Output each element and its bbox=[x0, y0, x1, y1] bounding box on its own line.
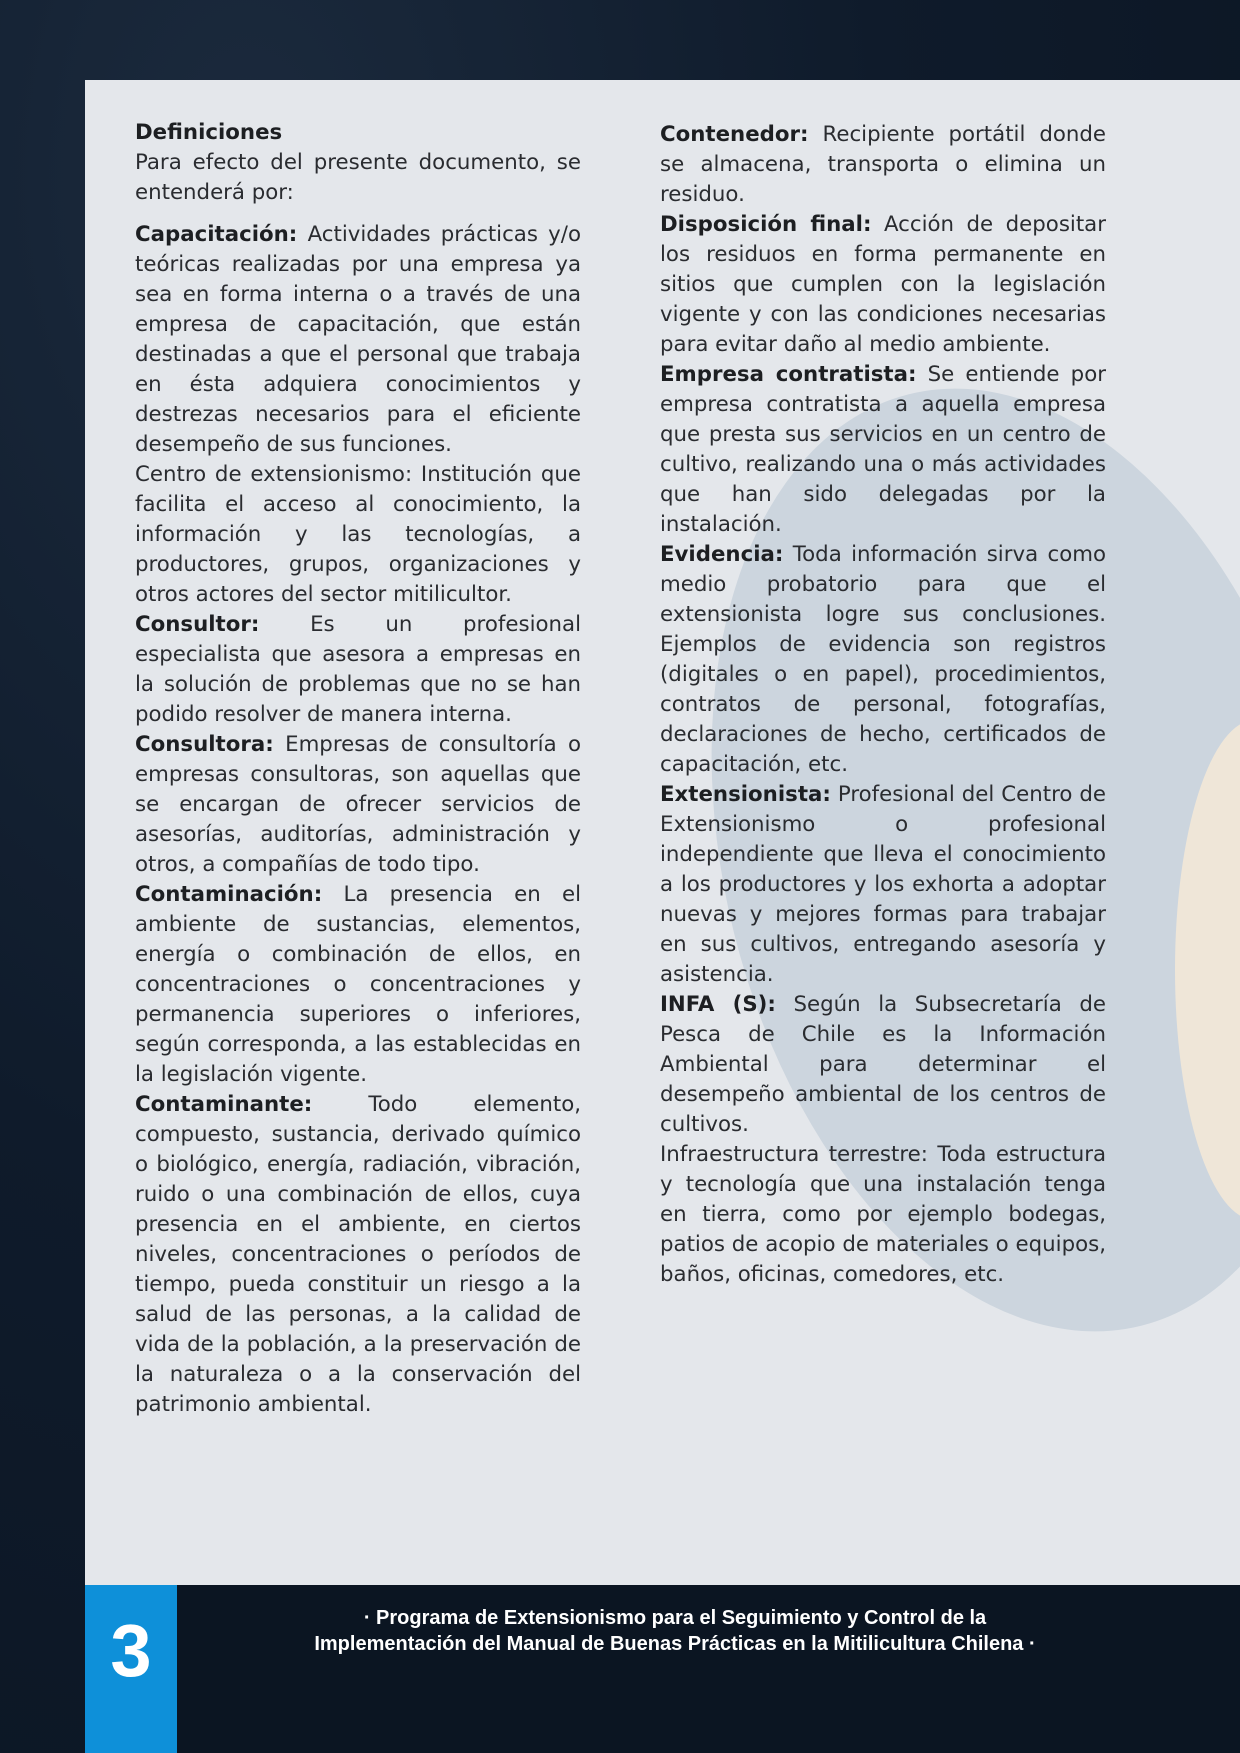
definition-text: Actividades prácticas y/o teóricas realizadas por una empresa ya sea en forma interna o a través de una empresa de capacitación, que están destinadas a que el personal que trabaja en ésta adquiera conocimientos y destrezas necesarios para el eficiente desempeño de sus funciones. bbox=[135, 222, 581, 457]
section-heading: Definiciones bbox=[135, 120, 283, 145]
page-footer bbox=[85, 1585, 1240, 1753]
definition-text: Profesional del Centro de Extensionismo o profesional independiente que lleva el conocimiento a los productores y los exhorta a adoptar nuevas y mejores formas para trabajar en sus cultivos, entregando asesoría y asistencia. bbox=[660, 782, 1106, 987]
definition-entry bbox=[135, 730, 581, 880]
definition-text: Según la Subsecretaría de Pesca de Chile es la Información Ambiental para determinar el desempeño ambiental de los centros de cultivos. bbox=[660, 992, 1106, 1137]
definition-entry bbox=[660, 120, 1106, 210]
definition-term: INFA (S): bbox=[660, 992, 776, 1017]
footer-program-title bbox=[245, 1605, 1105, 1657]
definition-term: Contaminante: bbox=[135, 1092, 313, 1117]
definition-entry bbox=[660, 780, 1106, 990]
left-column bbox=[135, 118, 581, 1420]
page-number: 3 bbox=[85, 1585, 177, 1753]
definition-entry bbox=[660, 210, 1106, 360]
definition-term: Consultora: bbox=[135, 732, 274, 757]
definition-text: Es un profesional especialista que asesora a empresas en la solución de problemas que no se han podido resolver de manera interna. bbox=[135, 612, 581, 727]
definition-entry bbox=[660, 360, 1106, 540]
definition-text: Todo elemento, compuesto, sustancia, derivado químico o biológico, energía, radiación, vibración, ruido o una combinación de ellos, cuya presencia en el ambiente, en ciertos niveles, concentraciones o períodos de tiempo, pueda constituir un riesgo a la salud de las personas, a la calidad de vida de la población, a la preservación de la naturaleza o a la conservación del patrimonio ambiental. bbox=[135, 1092, 581, 1417]
document-sheet bbox=[85, 80, 1240, 1585]
definition-text: Recipiente portátil donde se almacena, transporta o elimina un residuo. bbox=[660, 122, 1106, 207]
definition-term: Extensionista: bbox=[660, 782, 831, 807]
footer-line-1: · Programa de Extensionismo para el Seguimiento y Control de la bbox=[363, 1607, 987, 1629]
definition-term: Capacitación: bbox=[135, 222, 298, 247]
definition-term: Empresa contratista: bbox=[660, 362, 917, 387]
definition-text: Infraestructura terrestre: Toda estructura y tecnología que una instalación tenga en tierra, como por ejemplo bodegas, patios de acopio de materiales o equipos, baños, oficinas, comedores, etc. bbox=[660, 1142, 1106, 1287]
definition-entry bbox=[660, 540, 1106, 780]
definition-entry bbox=[660, 1140, 1106, 1290]
definition-entry bbox=[135, 1090, 581, 1420]
definition-entry bbox=[135, 610, 581, 730]
definition-entry bbox=[135, 460, 581, 610]
footer-line-2: Implementación del Manual de Buenas Prácticas en la Mitilicultura Chilena · bbox=[314, 1633, 1036, 1655]
definition-term: Evidencia: bbox=[660, 542, 784, 567]
definition-text: Toda información sirva como medio probatorio para que el extensionista logre sus conclusiones. Ejemplos de evidencia son registros (digitales o en papel), procedimientos, contratos de personal, fotografías, declaraciones de hecho, certificados de capacitación, etc. bbox=[660, 542, 1106, 777]
definition-text: Empresas de consultoría o empresas consultoras, son aquellas que se encargan de ofrecer servicios de asesorías, auditorías, administración y otros, a compañías de todo tipo. bbox=[135, 732, 581, 877]
section-intro: Para efecto del presente documento, se entenderá por: bbox=[135, 150, 581, 205]
definition-entry bbox=[135, 220, 581, 460]
definition-term: Contenedor: bbox=[660, 122, 809, 147]
definition-text: Acción de depositar los residuos en forma permanente en sitios que cumplen con la legislación vigente y con las condiciones necesarias para evitar daño al medio ambiente. bbox=[660, 212, 1106, 357]
definition-text: Se entiende por empresa contratista a aquella empresa que presta sus servicios en un centro de cultivo, realizando una o más actividades que han sido delegadas por la instalación. bbox=[660, 362, 1106, 537]
definition-term: Contaminación: bbox=[135, 882, 323, 907]
definition-entry bbox=[135, 880, 581, 1090]
definition-entry bbox=[660, 990, 1106, 1140]
right-column bbox=[660, 120, 1106, 1290]
definition-term: Consultor: bbox=[135, 612, 260, 637]
definition-term: Disposición final: bbox=[660, 212, 872, 237]
definition-text: La presencia en el ambiente de sustancias, elementos, energía o combinación de ellos, en concentraciones o concentraciones y permanencia superiores o inferiores, según corresponda, a las establecidas en la legislación vigente. bbox=[135, 882, 581, 1087]
definition-text: Centro de extensionismo: Institución que facilita el acceso al conocimiento, la información y las tecnologías, a productores, grupos, organizaciones y otros actores del sector mitilicultor. bbox=[135, 462, 581, 607]
